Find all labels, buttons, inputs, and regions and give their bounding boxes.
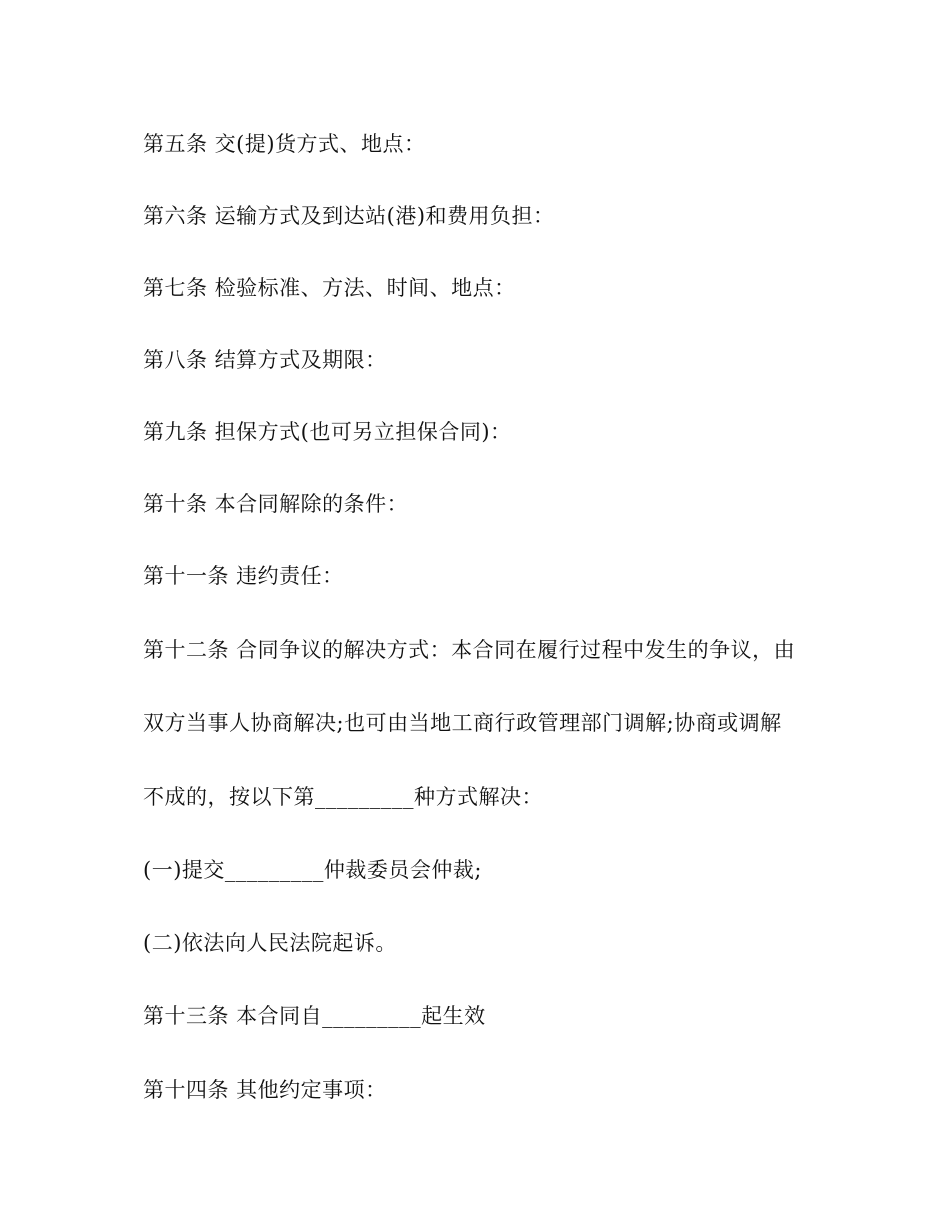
clause-9-guarantee: 第九条 担保方式(也可另立担保合同)：: [143, 420, 512, 444]
clause-13-effective: 第十三条 本合同自_________起生效: [143, 1004, 486, 1028]
clause-12-dispute-line-3: 不成的，按以下第_________种方式解决：: [143, 785, 543, 809]
clause-7-inspection: 第七条 检验标准、方法、时间、地点：: [143, 276, 516, 300]
clause-8-settlement: 第八条 结算方式及期限：: [143, 348, 387, 372]
clause-10-termination: 第十条 本合同解除的条件：: [143, 492, 409, 516]
clause-12-dispute-line-2: 双方当事人协商解决;也可由当地工商行政管理部门调解;协商或调解: [143, 711, 782, 735]
clause-12-dispute-line-1: 第十二条 合同争议的解决方式：本合同在履行过程中发生的争议，由: [143, 638, 796, 662]
clause-11-liability: 第十一条 违约责任：: [143, 564, 344, 588]
clause-14-other: 第十四条 其他约定事项：: [143, 1078, 387, 1102]
dispute-option-arbitration: (一)提交_________仲裁委员会仲裁;: [143, 858, 482, 882]
dispute-option-court: (二)依法向人民法院起诉。: [143, 931, 397, 955]
clause-6-transport: 第六条 运输方式及到达站(港)和费用负担：: [143, 204, 555, 228]
clause-5-delivery: 第五条 交(提)货方式、地点：: [143, 132, 426, 156]
